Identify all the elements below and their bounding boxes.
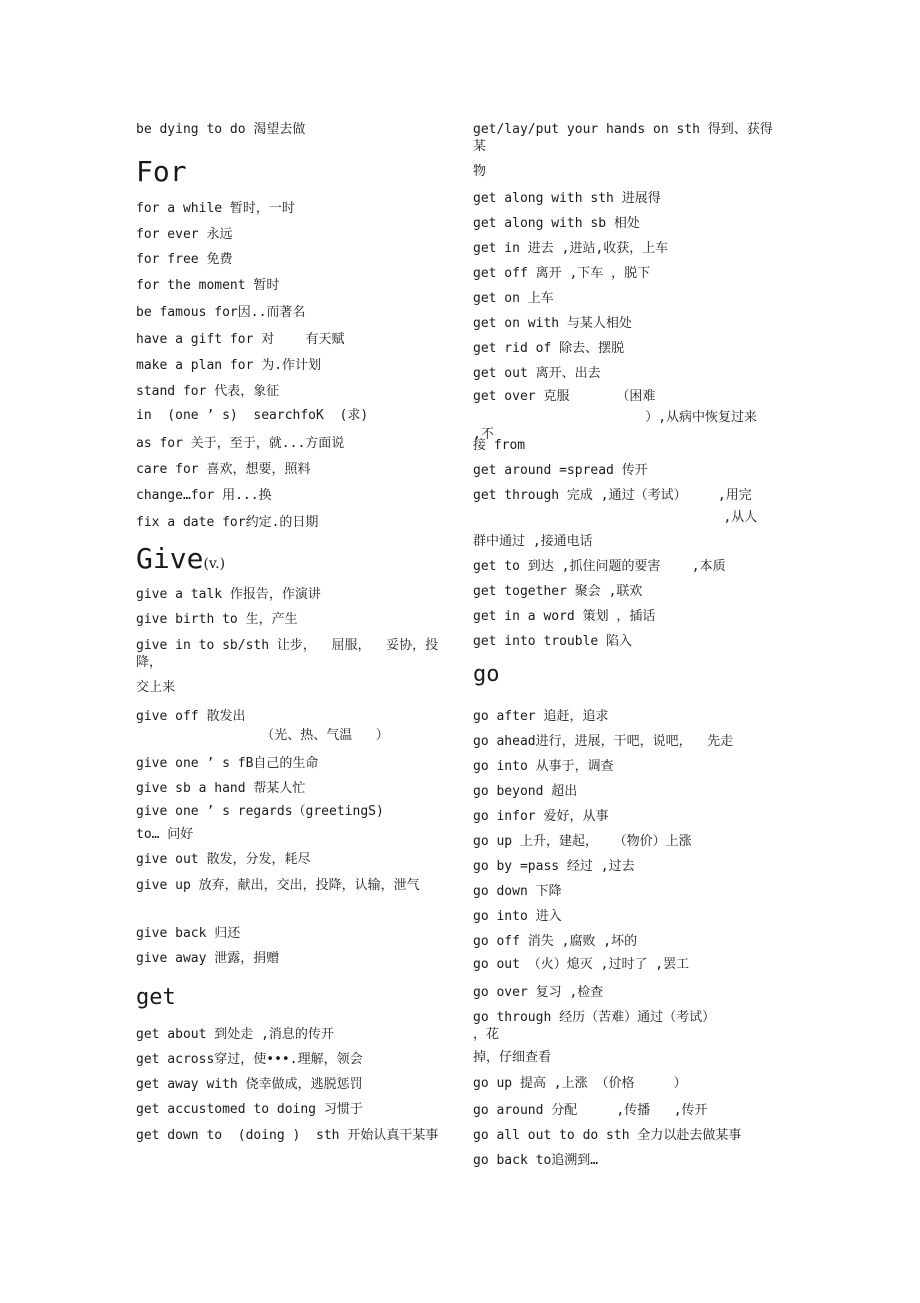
entry-line: get through 完成 ,通过（考试） ,用完 [473, 488, 752, 503]
entry-line: go off 消失 ,腐败 ,坏的 [473, 934, 638, 949]
entry-line: give away 泄露，捐赠 [136, 951, 280, 966]
entry-line: get out 离开、出去 [473, 366, 601, 381]
entry-line: as for 关于，至于，就...方面说 [136, 436, 345, 451]
entry-line: get to 到达 ,抓住问题的要害 ,本质 [473, 559, 726, 574]
entry-line: go through 经历（苦难）通过（考试） [473, 1010, 716, 1025]
entry-line: go back to追溯到… [473, 1153, 599, 1168]
section-heading-go-text: go [473, 662, 500, 687]
entry-line: go infor 爱好，从事 [473, 809, 609, 824]
entry-line: be dying to do 渴望去做 [136, 122, 306, 137]
entry-line: go over 复习 ,检查 [473, 985, 604, 1000]
entry-line: go out （火）熄灭 ,过时了 ,罢工 [473, 957, 690, 972]
entry-line: go up 上升，建起， （物价）上涨 [473, 834, 692, 849]
entry-line: get accustomed to doing 习惯于 [136, 1102, 363, 1117]
entry-line: to… 问好 [136, 827, 194, 842]
entry-line: go by =pass 经过 ,过去 [473, 859, 635, 874]
section-heading-get [136, 985, 176, 1011]
entry-line: in (one ’ s) searchfoK (求) [136, 408, 369, 423]
entry-line: go beyond 超出 [473, 784, 578, 799]
entry-line: ，花 [473, 1027, 500, 1042]
section-heading-get-text: get [136, 985, 176, 1010]
entry-line: get/lay/put your hands on sth 得到、获得某 [473, 122, 773, 154]
section-heading-for-text: For [136, 155, 187, 188]
entry-line: get on 上车 [473, 291, 554, 306]
entry-line: ,从人 [473, 510, 758, 525]
entry-line: （光、热、气温 ） [136, 728, 389, 743]
entry-line: for a while 暂时，一时 [136, 201, 295, 216]
entry-line: give one ’ s regards（greetingS) [136, 804, 384, 819]
entry-line: give birth to 生，产生 [136, 612, 298, 627]
entry-line: get away with 侥幸做成，逃脱惩罚 [136, 1077, 363, 1092]
entry-line: for free 免费 [136, 252, 233, 267]
entry-line: get along with sb 相处 [473, 216, 640, 231]
entry-line: get around =spread 传开 [473, 463, 648, 478]
entry-line: for the moment 暂时 [136, 278, 280, 293]
entry-line: get about 到处走 ,消息的传开 [136, 1027, 334, 1042]
entry-line: go around 分配 ,传播 ,传开 [473, 1103, 708, 1118]
entry-line: go after 追赶，追求 [473, 709, 609, 724]
entry-line: give in to sb/sth 让步， 屈服， 妥协，投降， [136, 638, 439, 670]
entry-line: for ever 永远 [136, 227, 233, 242]
entry-line: get down to (doing ) sth 开始认真干某事 [136, 1128, 439, 1143]
entry-line: go into 从事于，调查 [473, 759, 614, 774]
entry-line: give up 放弃，献出，交出，投降，认输，泄气 [136, 878, 420, 893]
entry-line: get off 离开 ,下车 ，脱下 [473, 266, 651, 281]
entry-line: get across穿过，使•••.理解，领会 [136, 1052, 363, 1067]
entry-line: get in 进去 ,进站,收获，上车 [473, 241, 669, 256]
entry-line: go down 下降 [473, 884, 562, 899]
entry-line: stand for 代表，象征 [136, 384, 280, 399]
entry-line: 掉，仔细查看 [473, 1050, 552, 1065]
entry-line: go all out to do sth 全力以赴去做某事 [473, 1128, 742, 1143]
entry-line: be famous for因..而著名 [136, 305, 306, 320]
entry-line: ）,从病中恢复过来 ,不 [473, 410, 804, 442]
entry-line: get into trouble 陷入 [473, 634, 633, 649]
entry-line: 交上来 [136, 680, 176, 695]
entry-line: go up 提高 ,上涨 （价格 ） [473, 1076, 687, 1091]
section-heading-give-suffix: (v.) [203, 556, 226, 572]
entry-line: go ahead进行，进展，干吧，说吧， 先走 [473, 734, 734, 749]
entry-line: change…for 用...换 [136, 488, 272, 503]
entry-line: give out 散发，分发，耗尽 [136, 852, 311, 867]
entry-line: care for 喜欢，想要，照料 [136, 462, 311, 477]
entry-line: get along with sth 进展得 [473, 191, 661, 206]
entry-line: get in a word 策划 ，插话 [473, 609, 656, 624]
entry-line: get on with 与某人相处 [473, 316, 632, 331]
section-heading-give-text: Give [136, 542, 204, 575]
entry-line: get over 克服 （困难 [473, 389, 656, 404]
entry-line: give back 归还 [136, 926, 241, 941]
entry-line: give off 散发出 [136, 709, 246, 724]
entry-line: 群中通过 ,接通电话 [473, 534, 593, 549]
entry-line: give sb a hand 帮某人忙 [136, 781, 306, 796]
entry-line: get together 聚会 ,联欢 [473, 584, 643, 599]
section-heading-for [136, 156, 187, 188]
entry-line: give one ’ s fB自己的生命 [136, 756, 319, 771]
entry-line: fix a date for约定.的日期 [136, 515, 319, 530]
entry-line: get rid of 除去、摆脱 [473, 341, 625, 356]
section-heading-give [136, 543, 225, 580]
entry-line: 接 from [473, 438, 526, 453]
entry-line: 物 [473, 164, 487, 179]
section-heading-go [473, 662, 500, 688]
entry-line: go into 进入 [473, 909, 562, 924]
entry-line: have a gift for 对 有天赋 [136, 332, 345, 347]
entry-line: give a talk 作报告，作演讲 [136, 587, 321, 602]
entry-line: make a plan for 为.作计划 [136, 358, 322, 373]
